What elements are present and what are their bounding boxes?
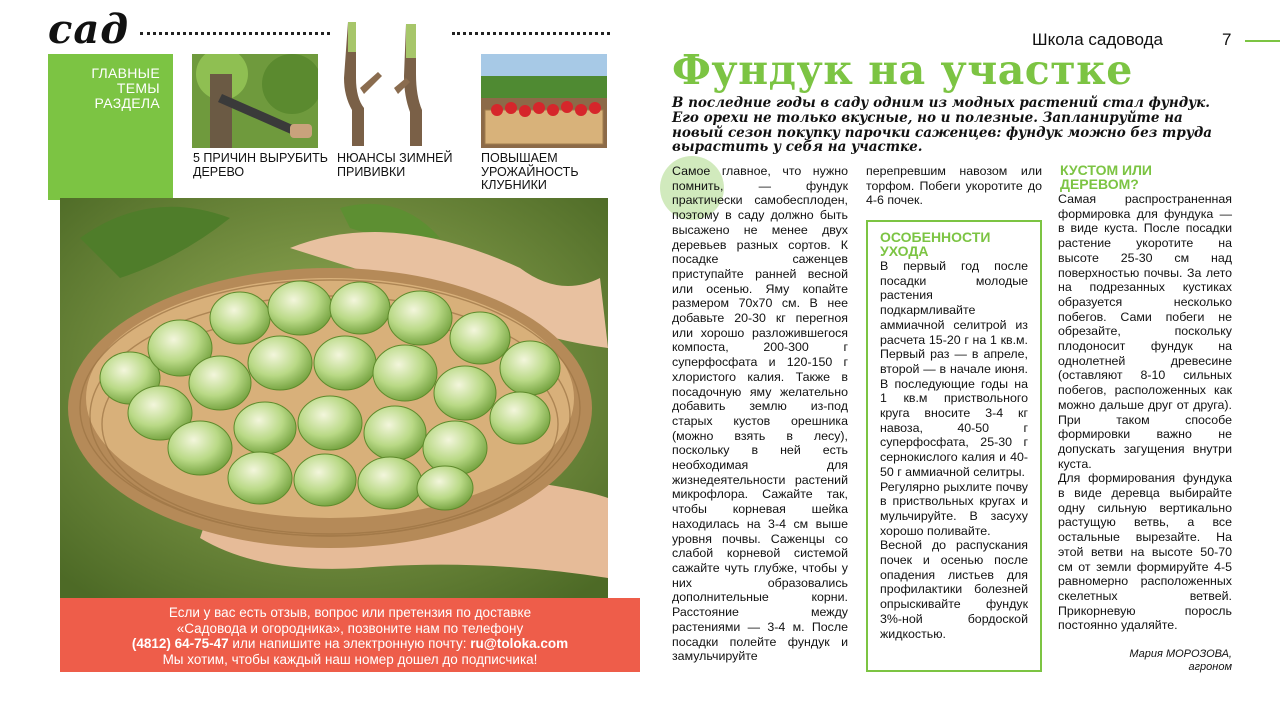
article-paragraph: перепревшим навозом или торфом. Побеги укоротите до 4-6 почек.	[866, 164, 1042, 208]
article-paragraph: Самая распространенная формировка для фундука — в виде куста. После посадки растение укоротите на высоте 25-30 см над поверхностью почвы. За лето на подрезанных кустиках образуется несколько побегов. Сами побеги не обрезайте, поскольку плодоносит фундук на однолетней древесине (оставляют 8-10 сильных побегов, расположенных как можно дальше друг от друга). При таком способе формировки важно не допускать загущения внутри куста.	[1058, 192, 1232, 471]
strawberry-crates-photo	[481, 54, 607, 148]
section-label: Школа садовода	[1032, 30, 1164, 49]
topics-panel-title: ГЛАВНЫЕ ТЕМЫ РАЗДЕЛА	[91, 65, 160, 111]
article-column-3	[1058, 192, 1232, 633]
header-dotted-rule	[452, 32, 610, 35]
topic-caption[interactable]: ПОВЫШАЕМ УРОЖАЙНОСТЬ КЛУБНИКИ	[481, 151, 579, 192]
author-byline	[1060, 648, 1232, 674]
author-role: агроном	[1188, 661, 1232, 673]
article-paragraph: Для формирования фундука в виде деревца выбирайте одну сильную вертикально растущую ветвь, а все остальные вырезайте. На этой ветви на высоте 50-70 см от земли формируйте 4-5 равномерно расположенных скелетных ветвей. Прикорневую поросль постоянно удаляйте.	[1058, 471, 1232, 633]
banner-line: Мы хотим, чтобы каждый наш номер дошел до подписчика!	[162, 651, 538, 667]
grafting-twigs-illustration	[330, 18, 440, 150]
banner-line-mid: или напишите на электронную почту:	[228, 636, 471, 651]
email-link[interactable]: ru@toloka.com	[470, 636, 569, 651]
author-name: Мария МОРОЗОВА,	[1129, 648, 1232, 660]
article-paragraph: Самое главное, что нужно помнить, — фундук практически самобесплоден, поэтому в саду должно быть высажено не менее двух деревьев разных сортов. К посадке саженцев приступайте ранней весной или осенью. Яму копайте размером 70х70 см. В нее добавьте 20-30 кг перегноя или хорошо разложившегося компоста, 200-300 г суперфосфата и 120-150 г хлористого калия. Также в посадочную яму желательно добавить землю из-под старых кустов орешника (можно взять в лесу), поскольку в ней есть необходимая для жизнедеятельности растений микрофлора. Сажайте так, чтобы корневая шейка находилась на 3-4 см выше уровня почвы. Саженцы со слабой корневой системой сажайте чуть глубже, чтобы у них образовались дополнительные корни. Расстояние между растениями — 3-4 м. После посадки полейте фундук и замульчируйте	[672, 164, 848, 664]
feedback-banner	[60, 598, 640, 672]
banner-contact-line	[60, 636, 640, 652]
topic-caption[interactable]: 5 ПРИЧИН ВЫРУБИТЬ ДЕРЕВО	[193, 151, 328, 179]
pruning-saw-photo	[192, 54, 318, 148]
page-number: 7	[1222, 30, 1232, 49]
care-paragraph: В первый год после посадки молодые растения подкармливайте аммиачной селитрой из расчета 15-20 г на 1 кв.м. Первый раз — в апреле, второй — в начале июня. В последующие годы на 1 кв.м приствольного круга вносите 3-4 кг навоза, 40-50 г суперфосфата, 25-30 г сернокислого калия и 40-50 г аммиачной селитры.	[880, 259, 1028, 479]
phone-link[interactable]: (4812) 64-75-47	[131, 636, 229, 651]
hazelnut-basket-illustration	[60, 198, 608, 600]
topic-thumbnail-strawberry[interactable]	[481, 54, 607, 148]
care-heading: ОСОБЕННОСТИ УХОДА	[880, 229, 991, 259]
bush-or-tree-heading: КУСТОМ ИЛИ ДЕРЕВОМ?	[1060, 162, 1152, 192]
topic-thumbnail-pruning[interactable]	[192, 54, 318, 148]
banner-line: Если у вас есть отзыв, вопрос или претензия по доставке	[168, 605, 532, 620]
hazelnut-basket-photo	[60, 198, 608, 600]
article-column-1	[672, 164, 848, 664]
care-paragraph: Весной до распускания почек и осенью после опадения листьев для профилактики болезней опрыскивайте фундук 3%-ной бордоской жидкостью.	[880, 538, 1028, 641]
magazine-section-logo: сад	[48, 6, 130, 53]
care-paragraph: Регулярно рыхлите почву в приствольных кругах и мульчируйте. В засуху хорошо поливайте.	[880, 479, 1028, 538]
article-title: Фундук на участке	[672, 46, 1133, 94]
topic-caption[interactable]: НЮАНСЫ ЗИМНЕЙ ПРИВИВКИ	[337, 151, 453, 179]
article-column-2-top	[866, 164, 1042, 208]
page-number-rule	[1245, 40, 1280, 42]
article-lead: В последние годы в саду одним из модных растений стал фундук. Его орехи не только вкусные, но и полезные. Запланируйте на новый сезон покупку парочки саженцев: фундук можно без труда вырастить у себя на участке.	[672, 95, 1212, 156]
banner-line: «Садовода и огородника», позвоните нам по телефону	[176, 620, 524, 636]
header-dotted-rule	[140, 32, 330, 35]
care-body	[880, 259, 1028, 641]
